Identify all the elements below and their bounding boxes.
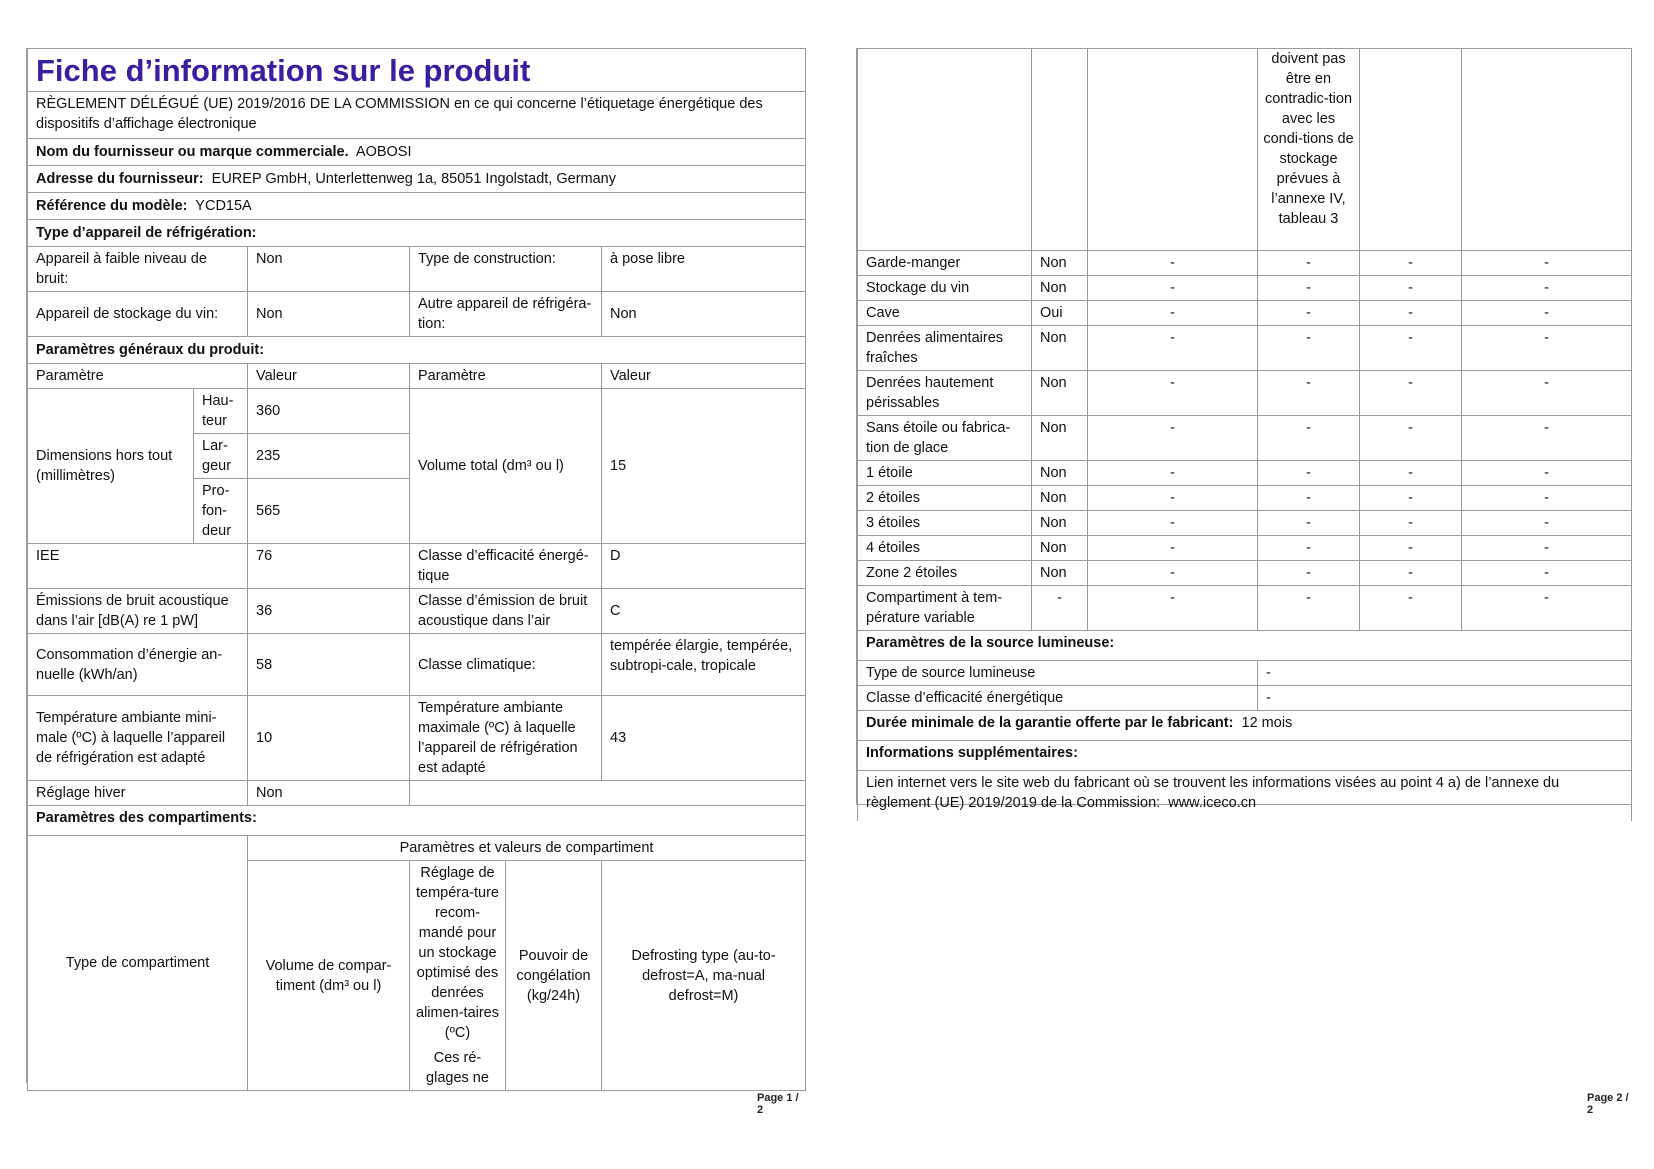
depth-value: 565 [248,479,410,544]
continued-volume-cell [1088,49,1258,250]
low-noise-label: Appareil à faible niveau de bruit: [28,247,248,292]
compartment-name: Stockage du vin [858,275,1032,300]
compartment-volume: - [1088,460,1258,485]
construction-label: Type de construction: [410,247,602,292]
compartment-temp: - [1258,535,1360,560]
page-title: Fiche d’information sur le produit [28,49,806,92]
compartment-volume: - [1088,560,1258,585]
model-row [28,193,806,220]
address-value: EUREP GmbH, Unterlettenweg 1a, 85051 Ingolstadt, Germany [211,171,616,187]
compartment-name: 2 étoiles [858,485,1032,510]
consumption-label: Consommation d’énergie an-nuelle (kWh/an) [28,634,248,696]
wine-label: Appareil de stockage du vin: [28,292,248,337]
compartment-temp: - [1258,250,1360,275]
compartment-volume: - [1088,485,1258,510]
compartment-volume: - [1088,250,1258,275]
light-type-value: - [1258,661,1632,686]
compartment-volume: - [1088,370,1258,415]
winter-setting-label: Réglage hiver [28,781,248,806]
compartment-freeze: - [1360,535,1462,560]
freezing-capacity-header: Pouvoir de congélation (kg/24h) [506,861,602,1091]
compartment-freeze: - [1360,300,1462,325]
compartment-type-header: Type de compartiment [28,836,248,1091]
supplier-label: Nom du fournisseur ou marque commerciale. [36,144,349,160]
compartment-name: Denrées hautement périssables [858,370,1032,415]
compartment-present: Non [1032,510,1088,535]
compartment-freeze: - [1360,585,1462,630]
compartment-defrost: - [1462,300,1632,325]
wine-value: Non [248,292,410,337]
page-2-footer: Page 2 / 2 [1587,1092,1629,1116]
noise-label: Émissions de bruit acoustique dans l’air [dB(A) re 1 pW] [28,589,248,634]
model-label: Référence du modèle: [36,198,188,214]
light-source-heading: Paramètres de la source lumineuse: [858,631,1632,661]
light-class-value: - [1258,686,1632,711]
energy-class-value: D [602,544,806,589]
extra-info-text: Lien internet vers le site web du fabricant où se trouvent les informations visées au point 4 a) de l’annexe du règlement (UE) 2019/2019 de la Commission: [866,775,1560,811]
appliance-type-heading: Type d’appareil de réfrigération: [28,220,806,247]
light-class-label: Classe d’efficacité énergétique [858,686,1258,711]
compartment-freeze: - [1360,560,1462,585]
light-type-label: Type de source lumineuse [858,661,1258,686]
compartment-volume: - [1088,510,1258,535]
supplier-value: AOBOSI [355,144,412,160]
model-value: YCD15A [195,198,252,214]
compartment-temp: - [1258,325,1360,370]
iee-value: 76 [248,544,410,589]
continued-type-cell [858,49,1032,250]
dimensions-label: Dimensions hors tout (millimètres) [28,389,194,544]
compartment-name: Denrées alimentaires fraîches [858,325,1032,370]
page-2-frame [856,48,1632,811]
energy-class-label: Classe d’efficacité énergé-tique [410,544,602,589]
climate-class-label: Classe climatique: [410,634,602,696]
width-value: 235 [248,434,410,479]
min-temp-value: 10 [248,696,410,781]
noise-class-value: C [602,589,806,634]
col-param-1: Paramètre [28,364,248,389]
compartment-temp-text: Réglage de tempéra-ture recom-mandé pour un stockage optimisé des denrées alimen-taires (ºC) [415,865,499,1041]
compartment-row [858,275,1632,300]
manufacturer-link[interactable]: www.iceco.cn [1168,795,1257,811]
compartment-name: 1 étoile [858,460,1032,485]
compartment-defrost: - [1462,535,1632,560]
temp-note-continued: doivent pas être en contradic-tion avec les condi-tions de stockage prévues à l’annexe IV, tableau 3 [1258,49,1360,250]
compartment-freeze: - [1360,250,1462,275]
compartment-row [858,485,1632,510]
compartment-volume: - [1088,325,1258,370]
min-temp-label: Température ambiante mini-male (ºC) à laquelle l’appareil de réfrigération est adapté [28,696,248,781]
compartment-name: 3 étoiles [858,510,1032,535]
compartment-temp: - [1258,415,1360,460]
compartment-row [858,585,1632,630]
compartment-present: Non [1032,275,1088,300]
compartment-freeze: - [1360,485,1462,510]
compartment-present: Non [1032,535,1088,560]
col-param-2: Paramètre [410,364,602,389]
compartment-temp-note: Ces ré-glages ne [426,1050,489,1086]
compartment-volume: - [1088,535,1258,560]
compartment-row [858,510,1632,535]
col-value-2: Valeur [602,364,806,389]
compartment-defrost: - [1462,415,1632,460]
compartment-name: Sans étoile ou fabrica-tion de glace [858,415,1032,460]
compartment-temp: - [1258,460,1360,485]
compartment-defrost: - [1462,250,1632,275]
light-warranty-table [857,631,1632,821]
other-appliance-value: Non [602,292,806,337]
max-temp-label: Température ambiante maximale (ºC) à laquelle l’appareil de réfrigération est adapté [410,696,602,781]
address-row [28,166,806,193]
compartment-name: Compartiment à tem-pérature variable [858,585,1032,630]
depth-label: Pro-fon-deur [194,479,248,544]
compartment-row [858,560,1632,585]
compartment-temp: - [1258,585,1360,630]
compartment-volume-header: Volume de compar-timent (dm³ ou l) [248,861,410,1091]
compartment-freeze: - [1360,415,1462,460]
compartment-freeze: - [1360,510,1462,535]
compartment-present: - [1032,585,1088,630]
compartment-row [858,250,1632,275]
compartment-name: Garde-manger [858,250,1032,275]
warranty-row [858,711,1632,741]
compartment-row [858,370,1632,415]
compartment-freeze: - [1360,325,1462,370]
compartment-row [858,415,1632,460]
continued-defrost-cell [1462,49,1632,250]
iee-label: IEE [28,544,248,589]
compartment-defrost: - [1462,560,1632,585]
extra-info-row [858,771,1632,821]
construction-value: à pose libre [602,247,806,292]
compartment-present: Non [1032,370,1088,415]
compartment-name: 4 étoiles [858,535,1032,560]
compartment-volume: - [1088,415,1258,460]
compartment-row [858,535,1632,560]
climate-class-value: tempérée élargie, tempérée, subtropi-cale, tropicale [602,634,806,696]
compartment-temp: - [1258,300,1360,325]
compartments-table [857,49,1632,631]
compartment-defrost: - [1462,460,1632,485]
compartment-rows [858,250,1632,630]
height-label: Hau-teur [194,389,248,434]
width-label: Lar-geur [194,434,248,479]
compartment-volume: - [1088,585,1258,630]
compartment-present: Non [1032,415,1088,460]
continued-freeze-cell [1360,49,1462,250]
compartment-defrost: - [1462,585,1632,630]
compartment-volume: - [1088,275,1258,300]
noise-value: 36 [248,589,410,634]
address-label: Adresse du fournisseur: [36,171,204,187]
winter-empty-cell [410,781,806,806]
compartment-temp: - [1258,510,1360,535]
compartment-name: Cave [858,300,1032,325]
supplier-row [28,139,806,166]
compartment-temp: - [1258,275,1360,300]
compartment-params-header: Paramètres et valeurs de compartiment [248,836,806,861]
noise-class-label: Classe d’émission de bruit acoustique dans l’air [410,589,602,634]
consumption-value: 58 [248,634,410,696]
compartment-row [858,300,1632,325]
continued-present-cell [1032,49,1088,250]
warranty-label: Durée minimale de la garantie offerte par le fabricant: [866,715,1234,731]
compartment-defrost: - [1462,325,1632,370]
compartment-present: Non [1032,325,1088,370]
compartment-temp-header [410,861,506,1091]
compartment-freeze: - [1360,275,1462,300]
compartment-present: Non [1032,460,1088,485]
total-volume-label: Volume total (dm³ ou l) [410,389,602,544]
info-sheet-table-p1 [27,49,806,1091]
compartment-name: Zone 2 étoiles [858,560,1032,585]
height-value: 360 [248,389,410,434]
col-value-1: Valeur [248,364,410,389]
compartment-temp: - [1258,485,1360,510]
compartment-row [858,460,1632,485]
warranty-value: 12 mois [1241,715,1293,731]
compartment-freeze: - [1360,460,1462,485]
compartment-freeze: - [1360,370,1462,415]
compartment-present: Non [1032,560,1088,585]
other-appliance-label: Autre appareil de réfrigéra-tion: [410,292,602,337]
total-volume-value: 15 [602,389,806,544]
winter-setting-value: Non [248,781,410,806]
compartment-defrost: - [1462,510,1632,535]
page-1-footer: Page 1 / 2 [757,1092,799,1116]
compartment-defrost: - [1462,370,1632,415]
compartment-defrost: - [1462,275,1632,300]
compartment-volume: - [1088,300,1258,325]
low-noise-value: Non [248,247,410,292]
regulation-text: RÈGLEMENT DÉLÉGUÉ (UE) 2019/2016 DE LA COMMISSION en ce qui concerne l’étiquetage énergétique des dispositifs d’affichage électronique [28,92,806,139]
compartment-defrost: - [1462,485,1632,510]
compartment-present: Oui [1032,300,1088,325]
compartment-temp: - [1258,560,1360,585]
extra-info-heading: Informations supplémentaires: [858,741,1632,771]
compartment-present: Non [1032,485,1088,510]
compartments-heading: Paramètres des compartiments: [28,806,806,836]
compartment-present: Non [1032,250,1088,275]
general-params-heading: Paramètres généraux du produit: [28,337,806,364]
max-temp-value: 43 [602,696,806,781]
page-1-frame [26,48,806,1086]
defrost-type-header: Defrosting type (au-to-defrost=A, ma-nual defrost=M) [602,861,806,1091]
compartment-row [858,325,1632,370]
compartment-temp: - [1258,370,1360,415]
